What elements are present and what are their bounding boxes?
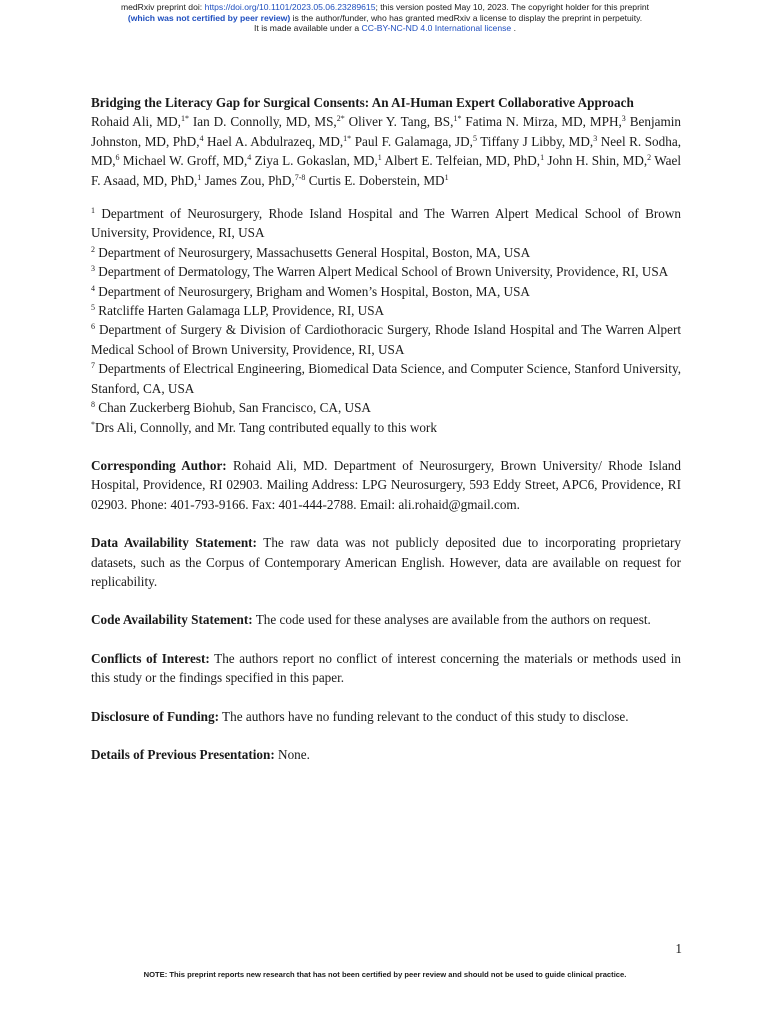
- statement-section: [91, 707, 681, 726]
- affiliation-list: [91, 204, 681, 417]
- affiliation-number: 5: [91, 303, 95, 313]
- section-label: Disclosure of Funding:: [91, 708, 219, 724]
- affiliation-number: 3: [91, 264, 95, 274]
- statement-section: [91, 533, 681, 591]
- author-affiliation-number: 2*: [336, 114, 345, 124]
- author: [384, 153, 544, 168]
- author-name: Wael F. Asaad, MD, PhD,: [91, 153, 682, 188]
- author-name: Oliver Y. Tang, BS,: [348, 114, 454, 130]
- statement-section: [91, 610, 681, 629]
- author-affiliation-number: 4: [247, 153, 252, 163]
- section-label: Details of Previous Presentation:: [91, 746, 275, 762]
- doi-link[interactable]: https://doi.org/10.1101/2023.05.06.23289615: [204, 2, 376, 12]
- author-name: Benjamin Johnston, MD, PhD,: [91, 114, 682, 149]
- author-affiliation-number: 3: [593, 133, 598, 143]
- banner-line-1: [0, 2, 770, 13]
- affiliation-text: Department of Surgery & Division of Cardiothoracic Surgery, Rhode Island Hospital and The Warren Alpert Medical School of Brown University, Providence, RI, USA: [91, 322, 681, 357]
- affiliation-number: 4: [91, 283, 95, 293]
- banner-license-text: is the author/funder, who has granted medRxiv a license to display the preprint in perpetuity.: [290, 12, 643, 23]
- affiliation-text: Chan Zuckerberg Biohub, San Francisco, CA, USA: [95, 400, 371, 416]
- author-list: [91, 112, 681, 190]
- affiliation: [91, 398, 681, 417]
- author-affiliation-number: 1: [444, 172, 449, 182]
- author-name: Albert E. Telfeian, MD, PhD,: [384, 153, 541, 169]
- author-affiliation-number: 3: [621, 114, 626, 124]
- banner-doi-prefix: medRxiv preprint doi:: [120, 2, 205, 12]
- equal-note-symbol: *: [91, 419, 95, 429]
- affiliation-text: Department of Dermatology, The Warren Alpert Medical School of Brown University, Providence, RI, USA: [95, 264, 669, 280]
- author-name: John H. Shin, MD,: [547, 153, 648, 169]
- section-label: Corresponding Author:: [91, 457, 227, 473]
- author-name: Tiffany J Libby, MD,: [480, 133, 594, 149]
- author-affiliation-number: 7-8: [294, 172, 306, 182]
- section-text: The authors report no conflict of interest concerning the materials or methods used in this study or the findings specified in this paper.: [91, 650, 681, 686]
- statement-section: [91, 649, 681, 688]
- author-affiliation-number: 1*: [453, 114, 462, 124]
- section-text: The authors have no funding relevant to the conduct of this study to disclose.: [219, 708, 629, 724]
- paper-body: [91, 93, 681, 778]
- affiliation: [91, 301, 681, 320]
- author: [465, 114, 625, 129]
- equal-note-text: Drs Ali, Connolly, and Mr. Tang contributed equally to this work: [95, 419, 437, 435]
- author-name: Neel R. Sodha, MD,: [91, 133, 681, 169]
- affiliation-text: Department of Neurosurgery, Brigham and Women’s Hospital, Boston, MA, USA: [95, 283, 530, 299]
- banner-line-3: [0, 23, 770, 34]
- author-name: Fatima N. Mirza, MD, MPH,: [465, 114, 622, 130]
- author-affiliation-number: 1: [197, 172, 202, 182]
- banner-license-prefix: It is made available under a: [254, 23, 362, 34]
- author-affiliation-number: 1*: [180, 114, 189, 124]
- author-name: Paul F. Galamaga, JD,: [354, 133, 473, 149]
- page-number: 1: [675, 941, 682, 956]
- author-affiliation-number: 5: [472, 133, 477, 143]
- statement-section: [91, 745, 681, 764]
- author-name: Curtis E. Doberstein, MD: [308, 172, 445, 188]
- affiliation-text: Department of Neurosurgery, Rhode Island Hospital and The Warren Alpert Medical School of Brown University, Providence, RI, USA: [91, 206, 681, 241]
- banner-copyright-text: ; this version posted May 10, 2023. The copyright holder for this preprint: [375, 2, 650, 12]
- footer-note: NOTE: This preprint reports new research that has not been certified by peer review and should not be used to guide clinical practice.: [143, 970, 627, 979]
- affiliation: [91, 243, 681, 262]
- affiliation-text: Departments of Electrical Engineering, Biomedical Data Science, and Computer Science, Stanford University, Stanford, CA, USA: [91, 361, 681, 396]
- preprint-banner: [0, 2, 770, 34]
- author: [355, 134, 477, 149]
- section-text: The code used for these analyses are available from the authors on request.: [252, 612, 651, 628]
- section-text: Rohaid Ali, MD. Department of Neurosurgery, Brown University/ Rhode Island Hospital, Providence, RI 02903. Mailing Address: LPG Neurosurgery, 593 Eddy Street, APC6, Providence, RI 02903. Phone: 401-793-9166. Fax: 401-444-2788. Email: ali.rohaid@gmail.com.: [91, 457, 681, 512]
- author-name: Hael A. Abdulrazeq, MD,: [207, 133, 344, 149]
- author: [123, 153, 251, 168]
- statement-sections: [91, 456, 681, 764]
- equal-contribution-note: [91, 418, 681, 437]
- affiliation-number: 7: [91, 361, 95, 371]
- banner-license-suffix: .: [511, 23, 516, 34]
- affiliation-number: 6: [91, 322, 95, 332]
- affiliation: [91, 359, 681, 398]
- author: [349, 114, 462, 129]
- author-affiliation-number: 1: [377, 153, 382, 163]
- banner-line-2: [0, 13, 770, 24]
- affiliation-number: 1: [91, 206, 95, 216]
- author-name: James Zou, PhD,: [204, 172, 295, 188]
- affiliation-number: 2: [91, 244, 95, 254]
- author: [255, 153, 382, 168]
- license-link[interactable]: CC-BY-NC-ND 4.0 International license: [361, 23, 512, 34]
- author-name: Michael W. Groff, MD,: [122, 153, 248, 169]
- section-label: Data Availability Statement:: [91, 535, 257, 551]
- affiliation-text: Department of Neurosurgery, Massachusetts General Hospital, Boston, MA, USA: [95, 244, 531, 260]
- section-text: None.: [274, 746, 310, 762]
- author: [91, 114, 189, 129]
- author-affiliation-number: 6: [115, 153, 120, 163]
- paper-title: Bridging the Literacy Gap for Surgical Consents: An AI-Human Expert Collaborative Approach: [91, 95, 634, 110]
- author-name: Ian D. Connolly, MD, MS,: [192, 114, 337, 130]
- statement-section: [91, 456, 681, 514]
- author-name: Ziya L. Gokaslan, MD,: [254, 153, 378, 169]
- banner-peer-review-note: (which was not certified by peer review): [127, 12, 291, 23]
- section-label: Conflicts of Interest:: [91, 650, 210, 666]
- affiliation-number: 8: [91, 400, 95, 410]
- affiliation: [91, 320, 681, 359]
- section-label: Code Availability Statement:: [91, 612, 253, 628]
- author: [547, 153, 651, 168]
- author-affiliation-number: 4: [199, 133, 204, 143]
- author: [480, 134, 597, 149]
- affiliation: [91, 204, 681, 243]
- author-affiliation-number: 2: [647, 153, 652, 163]
- author: [193, 114, 345, 129]
- author: [207, 134, 351, 149]
- author-affiliation-number: 1: [540, 153, 545, 163]
- affiliation-text: Ratcliffe Harten Galamaga LLP, Providence, RI, USA: [95, 303, 385, 319]
- author: [205, 173, 306, 188]
- section-text: The raw data was not publicly deposited due to incorporating proprietary datasets, such as the Corpus of Contemporary American English. However, data are available on request for replicability.: [91, 535, 681, 589]
- affiliation: [91, 282, 681, 301]
- author: [309, 173, 449, 188]
- author-name: Rohaid Ali, MD,: [91, 114, 181, 130]
- affiliation: [91, 262, 681, 281]
- author-affiliation-number: 1*: [343, 133, 352, 143]
